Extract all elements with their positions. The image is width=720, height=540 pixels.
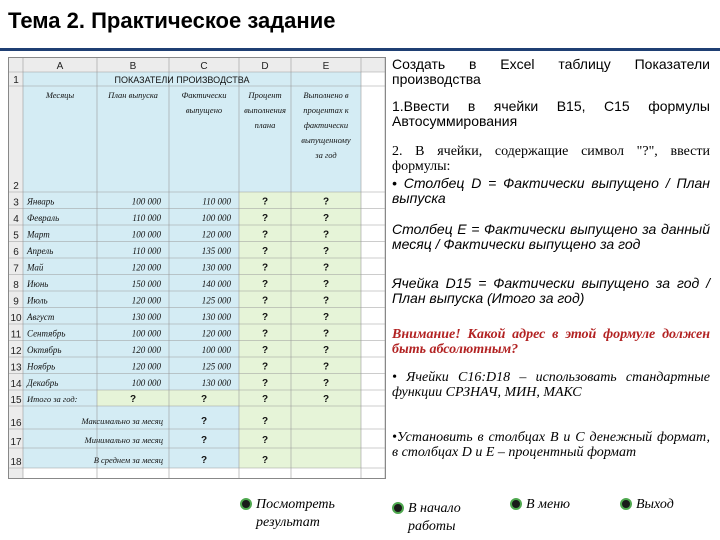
month-cell: Февраль xyxy=(27,213,60,223)
row-number: 11 xyxy=(10,329,22,341)
row-number: 7 xyxy=(13,263,19,275)
row-number: 14 xyxy=(10,379,22,390)
plan-cell: 120 000 xyxy=(131,262,161,273)
percent-plan-cell: ? xyxy=(261,196,269,208)
plan-cell: 100 000 xyxy=(131,196,161,207)
exit-button[interactable] xyxy=(620,496,710,514)
total-fill-green xyxy=(97,390,239,406)
percent-plan-cell: ? xyxy=(261,246,269,257)
percent-plan-cell: ? xyxy=(261,279,269,290)
percent-plan-cell: ? xyxy=(261,213,269,224)
max-label: Максимально за месяц xyxy=(81,416,163,426)
fact-cell: 135 000 xyxy=(201,246,231,256)
bullet-icon xyxy=(620,498,632,510)
percent-plan-cell: ? xyxy=(261,328,269,340)
percent-year-cell: ? xyxy=(322,361,330,373)
instruction-functions: • Ячейки C16:D18 – использовать стандартные функции СРЗНАЧ, МИН, МАКС xyxy=(392,370,710,400)
column-header-letter: E xyxy=(322,61,330,72)
plan-cell: 130 000 xyxy=(131,312,161,322)
month-cell: Ноябрь xyxy=(27,361,56,372)
row-number: 16 xyxy=(10,418,22,429)
column-heading-line: Выполнено в xyxy=(303,90,349,100)
row-number: 15 xyxy=(10,395,22,406)
row-number: 10 xyxy=(10,313,22,324)
percent-year-cell: ? xyxy=(322,295,330,307)
total-label: Итого за год: xyxy=(27,394,78,404)
month-cell: Июнь xyxy=(27,279,49,289)
percent-plan-cell: ? xyxy=(261,378,269,389)
view-result-label: Посмотреть результат xyxy=(256,497,335,530)
percent-year-cell: ? xyxy=(322,229,330,241)
row-number: 5 xyxy=(13,230,19,242)
month-cell: Апрель xyxy=(27,246,54,256)
stat-cell: ? xyxy=(200,435,208,446)
column-header-letter: D xyxy=(261,61,269,72)
percent-plan-cell: ? xyxy=(261,262,269,274)
fact-cell: 130 000 xyxy=(201,312,231,322)
go-to-start-button[interactable] xyxy=(392,500,492,536)
row-number: 12 xyxy=(10,346,22,357)
month-cell: Январь xyxy=(27,196,55,207)
percent-plan-cell: ? xyxy=(261,345,269,356)
stat-cell: ? xyxy=(200,416,208,427)
instruction-warning: Внимание! Какой адрес в этой формуле должен быть абсолютным? xyxy=(392,327,710,357)
month-cell: Август xyxy=(27,312,55,322)
plan-cell: 120 000 xyxy=(131,361,161,372)
month-cell: Сентябрь xyxy=(27,328,66,339)
plan-cell: 100 000 xyxy=(131,229,161,240)
percent-year-cell: ? xyxy=(322,279,330,290)
fact-cell: 140 000 xyxy=(201,279,231,289)
avg-label: В среднем за месяц xyxy=(93,455,163,465)
month-cell: Октябрь xyxy=(27,345,62,355)
bullet-icon xyxy=(392,502,404,514)
percent-year-cell: ? xyxy=(322,213,330,224)
column-heading xyxy=(45,90,75,100)
row-number: 13 xyxy=(10,362,22,374)
column-heading-line: процентах к xyxy=(303,105,349,115)
total-cell: ? xyxy=(129,394,137,405)
fact-cell: 130 000 xyxy=(201,378,231,388)
plan-cell: 150 000 xyxy=(131,279,161,289)
fact-cell: 110 000 xyxy=(202,196,231,207)
row-number: 3 xyxy=(13,197,19,209)
stat-cell: ? xyxy=(261,435,269,446)
row-number: 9 xyxy=(13,296,19,308)
instruction-column-e: Столбец E = Фактически выпущено за данный месяц / Фактически выпущено за год xyxy=(392,221,710,252)
total-cell: ? xyxy=(200,394,208,405)
bullet-icon xyxy=(240,498,252,510)
stat-cell: ? xyxy=(200,455,208,466)
instruction-create-table: Создать в Excel таблицу Показатели производства xyxy=(392,56,710,87)
percent-year-cell: ? xyxy=(322,246,330,257)
total-cell: ? xyxy=(322,394,330,405)
table-title: ПОКАЗАТЕЛИ ПРОИЗВОДСТВА xyxy=(114,75,250,85)
row-number: 2 xyxy=(13,181,19,192)
bullet-icon xyxy=(510,498,522,510)
column-header-letter: B xyxy=(129,61,137,72)
percent-plan-cell: ? xyxy=(261,229,269,241)
month-cell: Март xyxy=(27,229,50,240)
view-result-button[interactable] xyxy=(240,496,360,532)
instruction-autosum xyxy=(392,99,710,129)
row-number: 6 xyxy=(13,247,19,258)
column-header-letter: C xyxy=(200,61,208,72)
page-title: Тема 2. Практическое задание xyxy=(8,8,336,33)
percent-year-cell: ? xyxy=(322,345,330,356)
fact-cell: 100 000 xyxy=(201,213,231,223)
percent-plan-cell: ? xyxy=(261,312,269,323)
instruction-autosum-text: 1.Ввести в ячейки В15, С15 формулы Автосуммирования xyxy=(392,98,710,129)
column-heading-line: Процент xyxy=(248,90,282,100)
column-heading-line: фактически xyxy=(303,120,349,130)
fact-cell: 100 000 xyxy=(201,345,231,355)
percent-year-cell: ? xyxy=(322,196,330,208)
title-underline xyxy=(0,48,720,51)
column-heading-line: плана xyxy=(254,120,276,130)
row-number: 1 xyxy=(13,75,19,86)
percent-year-cell: ? xyxy=(322,262,330,274)
spreadsheet-image xyxy=(8,57,386,479)
percent-year-cell: ? xyxy=(322,328,330,340)
percent-plan-cell: ? xyxy=(261,361,269,373)
percent-year-cell: ? xyxy=(322,378,330,389)
row-number: 17 xyxy=(10,437,22,448)
column-heading-line: за год xyxy=(315,150,337,160)
go-to-start-label: В начало работы xyxy=(408,501,461,534)
fact-cell: 125 000 xyxy=(201,295,231,306)
percent-year-cell: ? xyxy=(322,312,330,323)
percent-plan-cell: ? xyxy=(261,295,269,307)
instruction-enter-formulas: 2. В ячейки, содержащие символ "?", ввести формулы: xyxy=(392,144,710,174)
row-number: 18 xyxy=(10,457,22,468)
plan-cell: 110 000 xyxy=(132,246,161,256)
menu-button[interactable] xyxy=(510,496,600,514)
plan-cell: 120 000 xyxy=(131,295,161,306)
plan-cell: 100 000 xyxy=(131,378,161,388)
column-heading-line: выпущенному xyxy=(301,135,351,145)
month-cell: Декабрь xyxy=(27,378,59,388)
stat-cell: ? xyxy=(261,455,269,466)
fact-cell: 120 000 xyxy=(201,328,231,339)
instruction-cell-d15: Ячейка D15 = Фактически выпущено за год / План выпуска (Итого за год) xyxy=(392,275,710,306)
fact-cell: 120 000 xyxy=(201,229,231,240)
menu-label: В меню xyxy=(526,497,571,512)
column-heading-line: выполнения xyxy=(244,105,286,115)
exit-label: Выход xyxy=(636,497,674,512)
month-cell: Июль xyxy=(27,295,48,306)
plan-cell: 100 000 xyxy=(131,328,161,339)
column-heading-line: Фактически xyxy=(181,90,227,100)
month-cell: Май xyxy=(27,262,44,273)
plan-cell: 110 000 xyxy=(132,213,161,223)
row-number: 4 xyxy=(13,214,19,225)
column-header-letter: A xyxy=(56,61,64,72)
column-heading-line: Месяцы xyxy=(45,90,75,100)
plan-cell: 120 000 xyxy=(131,345,161,355)
column-heading-line: План выпуска xyxy=(108,90,158,100)
fact-cell: 130 000 xyxy=(201,262,231,273)
column-heading xyxy=(107,90,158,100)
instruction-formats: •Установить в столбцах B и C денежный формат, в столбцах D и E – процентный формат xyxy=(392,430,710,460)
instruction-column-d: • Столбец D = Фактически выпущено / План выпуска xyxy=(392,175,710,206)
column-heading-line: выпущено xyxy=(185,105,223,115)
row-number: 8 xyxy=(13,280,19,291)
stat-cell: ? xyxy=(261,416,269,427)
total-cell: ? xyxy=(261,394,269,405)
fact-cell: 125 000 xyxy=(201,361,231,372)
min-label: Минимально за месяц xyxy=(84,435,163,445)
table-fill-green xyxy=(239,192,361,468)
